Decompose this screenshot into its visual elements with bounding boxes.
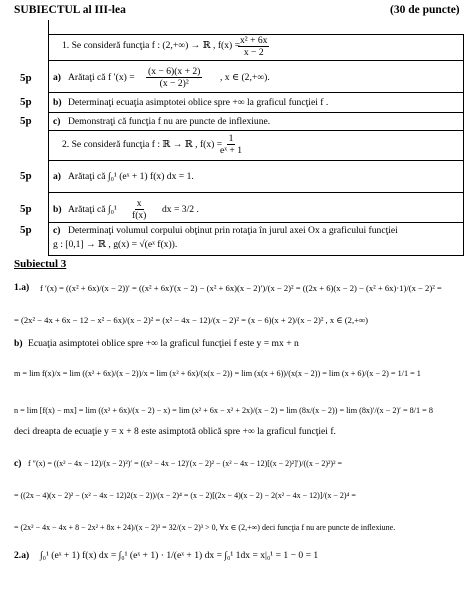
divider: [48, 160, 464, 161]
text-1a: Arătaţi că f ′(x) =: [68, 72, 135, 83]
text-2c: Determinaţi volumul corpului obţinut prin rotaţia în jurul axei Ox a graficului funcţiei: [68, 225, 398, 236]
sol-n-line: n = lim [f(x) − mx] = lim ((x² + 6x)/(x − 2) − x) = lim (x² + 6x − x² + 2x)/(x − 2) = lim (8x/(x − 2)) = lim (8x)′/(x − 2)′ = 8/1 = 8: [14, 406, 433, 415]
fraction-1a: [146, 66, 202, 89]
divider: [48, 192, 464, 193]
points-1a: 5p: [20, 72, 32, 84]
points-1b: 5p: [20, 96, 32, 108]
p1-den: x − 2: [243, 47, 264, 58]
den-2b: f(x): [132, 210, 147, 221]
sol-1a-label: 1.a): [14, 282, 30, 293]
num-2b: x: [136, 198, 142, 209]
divider: [48, 60, 464, 61]
sol-c-label: c): [14, 458, 22, 469]
p2-den: eˣ + 1: [220, 145, 243, 156]
text-2c-2: g : [0,1] → ℝ , g(x) = √(eˣ f(x)).: [53, 239, 178, 250]
tail-1a: , x ∈ (2,+∞).: [220, 72, 270, 83]
label-1a: a): [53, 72, 61, 83]
p2-fraction: [218, 133, 244, 156]
sol-2a-line: ∫₀¹ (eˣ + 1) f(x) dx = ∫₀¹ (eˣ + 1) · 1/(eˣ + 1) dx = ∫₀¹ 1dx = x|₀¹ = 1 − 0 = 1: [40, 550, 319, 561]
label-2c: c): [53, 225, 61, 236]
sol-m-line: m = lim f(x)/x = lim ((x² + 6x)/(x − 2))/x = lim (x² + 6x)/(x(x − 2)) = lim (x(x + 6))/(x(x − 2)) = lim (x + 6)/(x − 2) = 1/1 = 1: [14, 369, 421, 378]
p2-intro: 2. Se consideră funcţia f : ℝ → ℝ , f(x) =: [62, 139, 223, 150]
divider: [48, 130, 464, 131]
points-1c: 5p: [20, 115, 32, 127]
sol-c-line2: = ((2x − 4)(x − 2)² − (x² − 4x − 12)2(x − 2))/(x − 2)⁴ = (x − 2)[(2x − 4)(x − 2) − 2(x² − 4x − 12)]/(x − 2)⁴ =: [14, 491, 356, 500]
sol-b-label: b): [14, 338, 23, 349]
points-2c: 5p: [20, 224, 32, 236]
fraction-2b: [130, 198, 148, 221]
text-1b: Determinaţi ecuaţia asimptotei oblice spre +∞ la graficul funcţiei f .: [68, 97, 329, 108]
p2-num: 1: [228, 133, 234, 144]
text-1c: Demonstraţi că funcţia f nu are puncte de inflexiune.: [68, 116, 271, 127]
sol-b-text: Ecuaţia asimptotei oblice spre +∞ la graficul funcţiei f este y = mx + n: [28, 338, 299, 349]
points-total: (30 de puncte): [390, 4, 460, 16]
sol-c-line1: f ″(x) = ((x² − 4x − 12)/(x − 2)²)′ = ((x² − 4x − 12)′(x − 2)² − (x² − 4x − 12)[(x − 2)²]′)/((x − 2)²)² =: [28, 459, 342, 468]
divider: [48, 92, 464, 93]
p1-num: x² + 6x: [240, 35, 268, 46]
label-1c: c): [53, 116, 61, 127]
solution-heading: Subiectul 3: [14, 258, 67, 270]
label-2a: a): [53, 171, 61, 182]
divider: [48, 20, 49, 34]
num-1a: (x − 6)(x + 2): [148, 66, 201, 77]
points-2b: 5p: [20, 203, 32, 215]
label-2b: b): [53, 204, 62, 215]
points-2a: 5p: [20, 170, 32, 182]
sol-c-line3: = (2x² − 4x − 4x + 8 − 2x² + 8x + 24)/(x − 2)³ = 32/(x − 2)³ > 0, ∀x ∈ (2,+∞) deci funcţia f nu are puncte de inflexiune.: [14, 523, 396, 532]
divider: [48, 222, 464, 223]
sol-2a-label: 2.a): [14, 550, 30, 561]
p1-fraction: [238, 35, 269, 58]
text-2a: Arătaţi că ∫₀¹ (eˣ + 1) f(x) dx = 1.: [68, 171, 194, 182]
p1-intro: 1. Se consideră funcţia f : (2,+∞) → ℝ , f(x) =: [62, 40, 241, 51]
sol-conclusion: deci dreapta de ecuaţie y = x + 8 este asimptotă oblică spre +∞ la graficul funcţiei f.: [14, 426, 336, 437]
tail-2b: dx = 3/2 .: [162, 204, 199, 215]
sol-1a-line2: = (2x² − 4x + 6x − 12 − x² − 6x)/(x − 2)² = (x² − 4x − 12)/(x − 2)² = (x − 6)(x + 2)/(x − 2)² , x ∈ (2,+∞): [14, 315, 368, 325]
den-1a: (x − 2)²: [159, 78, 189, 89]
text-2b: Arătaţi că ∫₀¹: [68, 204, 117, 215]
section-title: SUBIECTUL al III-lea: [14, 4, 126, 16]
sol-1a-line1: f ′(x) = ((x² + 6x)/(x − 2))′ = ((x² + 6x)′(x − 2) − (x² + 6x)(x − 2)′)/(x − 2)² = ((2x + 6)(x − 2) − (x² + 6x)·1)/(x − 2)² =: [40, 283, 442, 293]
label-1b: b): [53, 97, 62, 108]
divider: [48, 112, 464, 113]
